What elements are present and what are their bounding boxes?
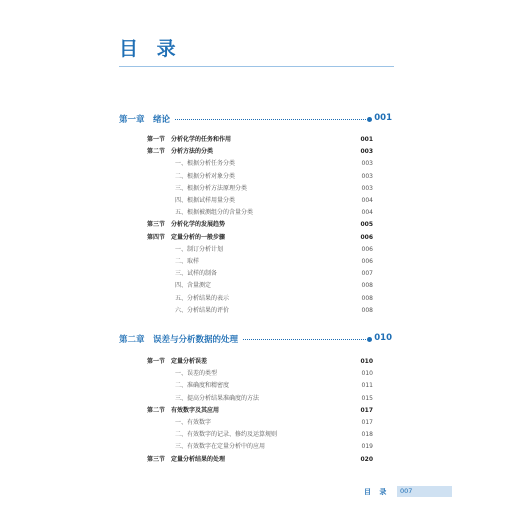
entry-page-number: 018 xyxy=(361,431,373,439)
entry-title: 三、根据分析方法原理分类 xyxy=(175,184,248,192)
chapter-dot-icon xyxy=(367,117,372,122)
toc-subsection-entry[interactable] xyxy=(175,294,373,304)
entry-title: 一、根据分析任务分类 xyxy=(175,160,236,168)
toc-subsection-entry[interactable] xyxy=(175,184,373,194)
entry-title: 二、有效数字的记录、修约及运算规则 xyxy=(175,431,278,439)
chapter-dot-icon xyxy=(367,337,372,342)
entry-page-number: 001 xyxy=(360,136,373,143)
entry-page-number: 003 xyxy=(361,160,373,168)
entry-title: 四、含量测定 xyxy=(175,282,212,290)
entry-page-number: 017 xyxy=(360,406,373,414)
entry-page-number: 015 xyxy=(361,394,373,402)
entry-title: 二、取样 xyxy=(175,258,200,265)
page-footer xyxy=(364,487,413,497)
entry-page-number: 006 xyxy=(360,233,373,241)
entry-page-number: 004 xyxy=(361,197,373,204)
toc-section-entry[interactable] xyxy=(147,220,373,230)
toc-subsection-entry[interactable] xyxy=(175,369,373,379)
entry-page-number: 008 xyxy=(361,282,373,290)
entry-title: 第二节 分析方法的分类 xyxy=(147,148,214,156)
entry-title: 第三节 定量分析结果的处理 xyxy=(147,455,226,463)
entry-title: 五、分析结果的表示 xyxy=(175,294,230,302)
entry-page-number: 003 xyxy=(360,148,373,156)
toc-section-entry[interactable] xyxy=(147,455,373,465)
entry-title: 一、误差的类型 xyxy=(175,370,218,378)
page-title: 目 录 xyxy=(119,38,182,60)
entry-page-number: 010 xyxy=(361,370,373,378)
entry-title: 五、根据被测组分的含量分类 xyxy=(175,209,254,217)
footer-title: 目 录 xyxy=(364,488,390,496)
entry-title: 一、有效数字 xyxy=(175,419,212,426)
toc-section-entry[interactable] xyxy=(147,406,373,416)
entry-page-number: 003 xyxy=(361,172,373,180)
toc-subsection-entry[interactable] xyxy=(175,281,373,291)
entry-page-number: 020 xyxy=(360,455,373,463)
entry-title: 一、制订分析计划 xyxy=(175,245,224,253)
entry-title: 第四节 定量分析的一般步骤 xyxy=(147,233,226,241)
toc-subsection-entry[interactable] xyxy=(175,394,373,404)
entry-title: 第一节 分析化学的任务和作用 xyxy=(147,136,232,143)
entry-page-number: 006 xyxy=(361,258,373,265)
toc-subsection-entry[interactable] xyxy=(175,159,373,169)
toc-subsection-entry[interactable] xyxy=(175,381,373,391)
chapter-page-number: 001 xyxy=(374,113,392,123)
entry-page-number: 006 xyxy=(361,245,373,253)
entry-page-number: 005 xyxy=(360,221,373,229)
toc-subsection-entry[interactable] xyxy=(175,245,373,255)
toc-section-entry[interactable] xyxy=(147,135,373,145)
toc-subsection-entry[interactable] xyxy=(175,208,373,218)
chapter-heading[interactable] xyxy=(119,333,392,347)
entry-page-number: 008 xyxy=(361,306,373,314)
toc-subsection-entry[interactable] xyxy=(175,418,373,428)
toc-subsection-entry[interactable] xyxy=(175,306,373,316)
toc-section-entry[interactable] xyxy=(147,147,373,157)
toc-subsection-entry[interactable] xyxy=(175,257,373,267)
entry-page-number: 003 xyxy=(361,184,373,192)
title-rule xyxy=(119,66,394,67)
entry-page-number: 011 xyxy=(361,382,373,390)
toc-subsection-entry[interactable] xyxy=(175,269,373,279)
entry-title: 二、根据分析对象分类 xyxy=(175,172,236,180)
chapter-heading[interactable] xyxy=(119,113,392,127)
entry-title: 第二节 有效数字及其应用 xyxy=(147,406,220,414)
footer-page-number: 007 xyxy=(397,486,452,497)
entry-title: 四、根据试样用量分类 xyxy=(175,197,236,204)
toc-section-entry[interactable] xyxy=(147,357,373,367)
entry-page-number: 004 xyxy=(361,209,373,217)
toc-subsection-entry[interactable] xyxy=(175,196,373,206)
entry-page-number: 008 xyxy=(361,294,373,302)
entry-title: 第一节 定量分析误差 xyxy=(147,358,208,365)
entry-title: 三、试样的制备 xyxy=(175,270,218,278)
entry-title: 三、提高分析结果准确度的方法 xyxy=(175,394,260,402)
entry-title: 第三节 分析化学的发展趋势 xyxy=(147,221,226,229)
chapter-title: 第一章 绪论 xyxy=(119,113,174,125)
entry-page-number: 017 xyxy=(361,419,373,426)
entry-title: 三、有效数字在定量分析中的应用 xyxy=(175,443,266,451)
toc-subsection-entry[interactable] xyxy=(175,172,373,182)
chapter-page-number: 010 xyxy=(374,333,392,343)
entry-title: 二、准确度和精密度 xyxy=(175,382,230,390)
toc-section-entry[interactable] xyxy=(147,233,373,243)
entry-page-number: 010 xyxy=(360,358,373,365)
chapter-title: 第二章 误差与分析数据的处理 xyxy=(119,333,242,345)
entry-title: 六、分析结果的评价 xyxy=(175,306,230,314)
toc-subsection-entry[interactable] xyxy=(175,442,373,452)
entry-page-number: 019 xyxy=(361,443,373,451)
toc-subsection-entry[interactable] xyxy=(175,430,373,440)
entry-page-number: 007 xyxy=(361,270,373,278)
